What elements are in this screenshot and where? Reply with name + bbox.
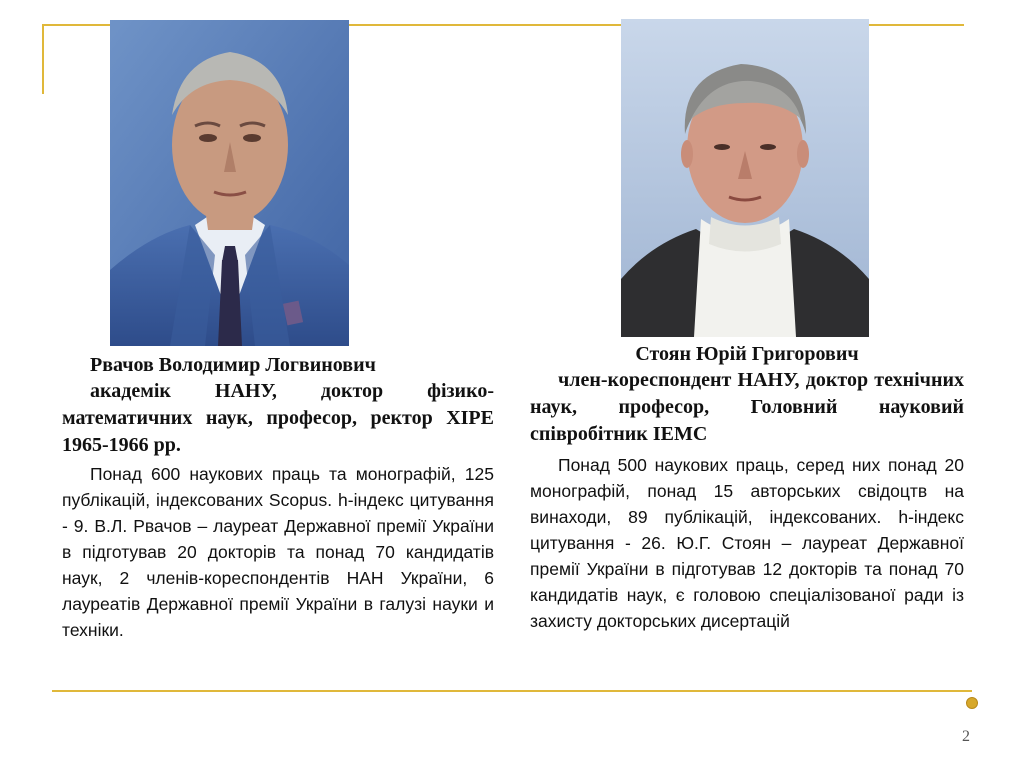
bottom-divider-line	[52, 690, 972, 692]
right-person-name: Стоян Юрій Григорович	[635, 343, 859, 365]
bullet-dot-ornament	[966, 697, 978, 709]
right-person-title: член-кореспондент НАНУ, доктор технічних наук, професор, Головний науковий співробітник ІЕМС	[530, 369, 964, 445]
left-accent-line	[42, 24, 44, 94]
right-person-card	[530, 342, 964, 634]
portrait-rvachov	[110, 20, 349, 346]
left-person-title: академік НАНУ, доктор фізико-математичних наук, професор, ректор ХІРЕ 1965-1966 рр.	[62, 380, 494, 456]
portrait-stoyan	[621, 19, 869, 337]
right-person-bio: Понад 500 наукових праць, серед них понад 20 монографій, понад 15 авторських свідоцтв на винаходи, 89 публікацій, індексованих. h-індекс цитування - 26. Ю.Г. Стоян – лауреат Державної премії України в підготував 12 докторів та понад 70 кандидатів наук, є головою спеціалізованої ради із захисту докторських дисертацій	[530, 455, 964, 631]
left-person-bio: Понад 600 наукових праць та монографій, 125 публікацій, індексованих Scopus. h-індекс цитування - 9. В.Л. Рвачов – лауреат Державної премії України в підготував 20 докторів та понад 70 кандидатів наук, 2 членів-кореспондентів НАН України, 6 лауреатів Державної премії України в галузі науки и техніки.	[62, 464, 494, 640]
page-number: 2	[962, 728, 970, 745]
left-person-name: Рвачов Володимир Логвинович	[90, 354, 376, 376]
left-person-card	[62, 353, 494, 643]
